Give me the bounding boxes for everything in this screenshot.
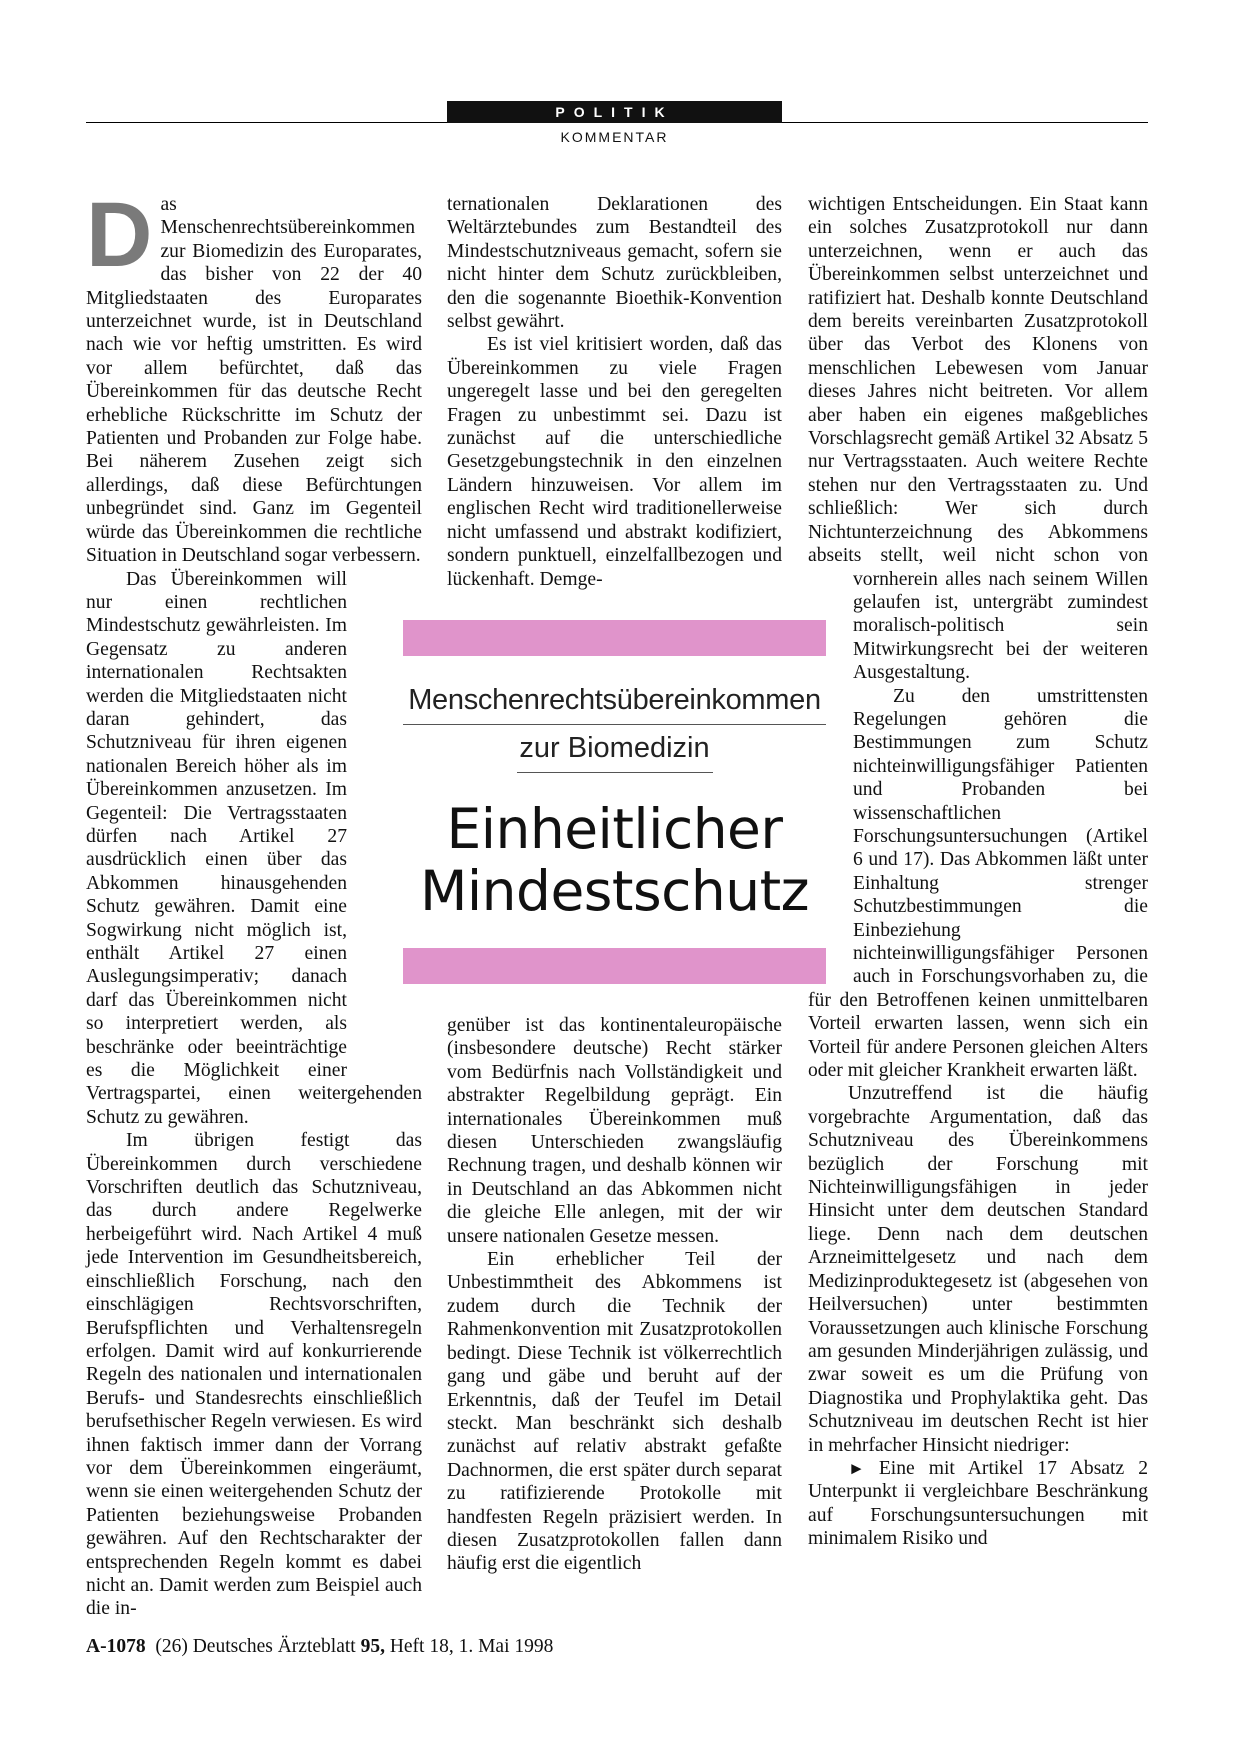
column-1 [86, 184, 422, 1621]
section-label: POLITIK [447, 101, 782, 123]
subsection-label: KOMMENTAR [560, 129, 669, 145]
headline-line-2: Mindestschutz [419, 859, 810, 923]
kicker-line-2: zur Biomedizin [519, 732, 710, 764]
paragraph: wichtigen Entscheidungen. Ein Staat kann ein solches Zusatzprotokoll nur dann unterzeichnen, wenn er auch das Übereinkommen selbst unterzeichnet und ratifiziert hat. Deshalb konnte Deutschland dem bereits vereinbarten Zusatzprotokoll über das Verbot des Klonens von menschlichen Lebewesen vom Januar dieses Jahres nicht beitreten. Vor allem aber haben ein eigenes maßgebliches Vorschlagsrecht gemäß Artikel 32 Absatz 5 nur Vertragsstaaten. Auch weitere Rechte stehen nur den Vertragsstaaten zu. Und schließlich: Wer sich durch Nichtunterzeichnung des Abkommens abseits stellt, weil nicht schon von vornherein alles nach seinem Willen gelaufen ist, untergräbt zumindest moralisch-politisch sein Mitwirkungsrecht bei der weiteren Ausgestaltung. [808, 194, 1148, 684]
headline [403, 798, 826, 922]
page-code: A-1078 [86, 1636, 146, 1657]
page-footer [86, 1636, 553, 1658]
journal-name: Deutsches Ärzteblatt [192, 1636, 356, 1657]
accent-bar-top [403, 620, 826, 656]
kicker-line-1: Menschenrechtsübereinkommen [408, 684, 821, 716]
box-clearance [808, 575, 853, 975]
kicker-underline-2 [517, 772, 713, 773]
drop-cap: D [86, 184, 153, 286]
bullet-text: Eine mit Artikel 17 Absatz 2 Unterpunkt ii vergleichbare Beschränkung auf Forschungsuntersuchungen mit minimalem Risiko und [808, 1457, 1148, 1550]
issue-date: Heft 18, 1. Mai 1998 [389, 1636, 554, 1657]
bullet-arrow-icon: ► [848, 1458, 865, 1478]
paragraph: Es ist viel kritisiert worden, daß das Übereinkommen zu viele Fragen ungeregelt lasse und bei den geregelten Fragen zu unbestimmt sei. Dazu ist zunächst auf die unterschiedliche Gesetzgebungstechnik in den einzelnen Ländern hinzuweisen. Vor allem im englischen Recht wird traditionellerweise nicht umfassend und abstrakt kodifiziert, sondern punktuell, einzelfallbezogen und lückenhaft. Demge- [447, 334, 782, 590]
accent-bar-bottom [403, 948, 826, 984]
paragraph: genüber ist das kontinentaleuropäische (insbesondere deutsche) Recht stärker vom Bedürfnis nach Vollständigkeit und abstrakter Regelbildung geprägt. Ein internationales Übereinkommen muß diesen Unterschieden zwangsläufig Rechnung tragen, und deshalb können wir in Deutschland an das Abkommen nicht die gleiche Elle anlegen, mit der wir unsere nationalen Gesetze messen. [447, 1015, 782, 1247]
column-2-top [447, 193, 782, 591]
headline-line-1: Einheitlicher [446, 797, 783, 861]
volume: 95, [360, 1636, 385, 1657]
column-2-bottom [447, 1014, 782, 1576]
paragraph: Unzutreffend ist die häufig vorgebrachte Argumentation, daß das Schutzniveau des Übereinkommens bezüglich der Forschung mit Nichteinwilligungsfähigen in jeder Hinsicht unter dem deutschen Standard liege. Denn nach dem deutschen Arzneimittelgesetz und nach dem Medizinproduktegesetz ist (abgesehen von Heilversuchen) unter bestimmten Voraussetzungen auch klinische Forschung am gesunden Minderjährigen zulässig, und zwar soweit es um die Prüfung von Diagnostika und Prophylaktika geht. Das Schutzniveau im deutschen Recht ist hier in mehrfacher Hinsicht niedriger: [808, 1083, 1148, 1456]
title-box [403, 620, 826, 980]
paragraph: as Menschenrechtsübereinkommen zur Biomedizin des Europarates, das bisher von 22 der 40 Mitgliedstaaten des Europarates unterzeichnet wurde, ist in Deutschland nach wie vor heftig umstritten. Es wird vor allem befürchtet, daß das Übereinkommen für das deutsche Recht erhebliche Rückschritte im Schutz der Patienten und Probanden zur Folge habe. Bei näherem Zusehen zeigt sich allerdings, daß diese Befürchtungen unbegründet sind. Ganz im Gegenteil würde das Übereinkommen die rechtliche Situation in Deutschland sogar verbessern. [86, 194, 422, 567]
column-3 [808, 193, 1148, 1551]
page-number: (26) [155, 1636, 188, 1657]
paragraph: Das Übereinkommen will nur einen rechtlichen Mindestschutz gewährleisten. Im Gegensatz zu anderen internationalen Rechtsakten werden die Mitgliedstaaten nicht daran gehindert, das Schutzniveau für ihren eigenen nationalen Bereich höher als im Übereinkommen anzusetzen. Im Gegenteil: Die Vertragsstaaten dürfen nach Artikel 27 ausdrücklich einen über das Abkommen hinausgehenden Schutz gewähren. Damit eine Sogwirkung nicht möglich ist, enthält Artikel 27 einen Auslegungsimperativ; danach darf das Übereinkommen nicht so interpretiert werden, als beschränke oder beeinträchtige es die Möglichkeit einer Vertragspartei, einen weitergehenden Schutz zu gewähren. [86, 568, 422, 1128]
kicker-underline-1 [403, 724, 826, 725]
paragraph [808, 1457, 1148, 1551]
paragraph: Im übrigen festigt das Übereinkommen durch verschiedene Vorschriften deutlich das Schutzniveau, das durch andere Regelwerke herbeigeführt wird. Nach Artikel 4 muß jede Intervention im Gesundheitsbereich, einschließlich Forschung, nach den einschlägigen Rechtsvorschriften, Berufspflichten und Verhaltensregeln erfolgen. Damit wird auf konkurrierende Regeln des nationalen und internationalen Berufs- und Standesrechts einschließlich berufsethischer Regeln verwiesen. Es wird ihnen faktisch immer dann der Vorrang vor dem Übereinkommen eingeräumt, wenn sie einen weitergehenden Schutz der Patienten beziehungsweise Probanden gewähren. Auf den Rechtscharakter der entsprechenden Regeln kommt es dabei nicht an. Damit werden zum Beispiel auch die in- [86, 1130, 422, 1620]
paragraph: ternationalen Deklarationen des Weltärztebundes zum Bestandteil des Mindestschutzniveaus gemacht, sofern sie nicht hinter dem Schutz zurückbleiben, den die sogenannte Bioethik-Konvention selbst gewährt. [447, 194, 782, 333]
paragraph: Ein erheblicher Teil der Unbestimmtheit des Abkommens ist zudem durch die Technik der Rahmenkonvention mit Zusatzprotokollen bedingt. Diese Technik ist völkerrechtlich gang und gäbe und beruht auf der Erkenntnis, daß der Teufel im Detail steckt. Man beschränkt sich deshalb zunächst auf relativ abstrakt gefaßte Dachnormen, die erst später durch separat zu ratifizierende Protokolle mit handfesten Regeln präzisiert werden. In diesen Zusatzprotokollen fallen dann häufig erst die eigentlich [447, 1249, 782, 1575]
paragraph: Zu den umstrittensten Regelungen gehören die Bestimmungen zum Schutz nichteinwilligungsfähiger Patienten und Probanden bei wissenschaftlichen Forschungsuntersuchungen (Artikel 6 und 17). Das Abkommen läßt unter Einhaltung strenger Schutzbestimmungen die Einbeziehung nichteinwilligungsfähiger Personen auch in Forschungsvorhaben zu, die für den Betroffenen keinen unmittelbaren Vorteil erwarten lassen, wenn sich ein Vorteil für andere Personen gleichen Alters oder mit gleicher Krankheit erwarten läßt. [808, 685, 1148, 1082]
